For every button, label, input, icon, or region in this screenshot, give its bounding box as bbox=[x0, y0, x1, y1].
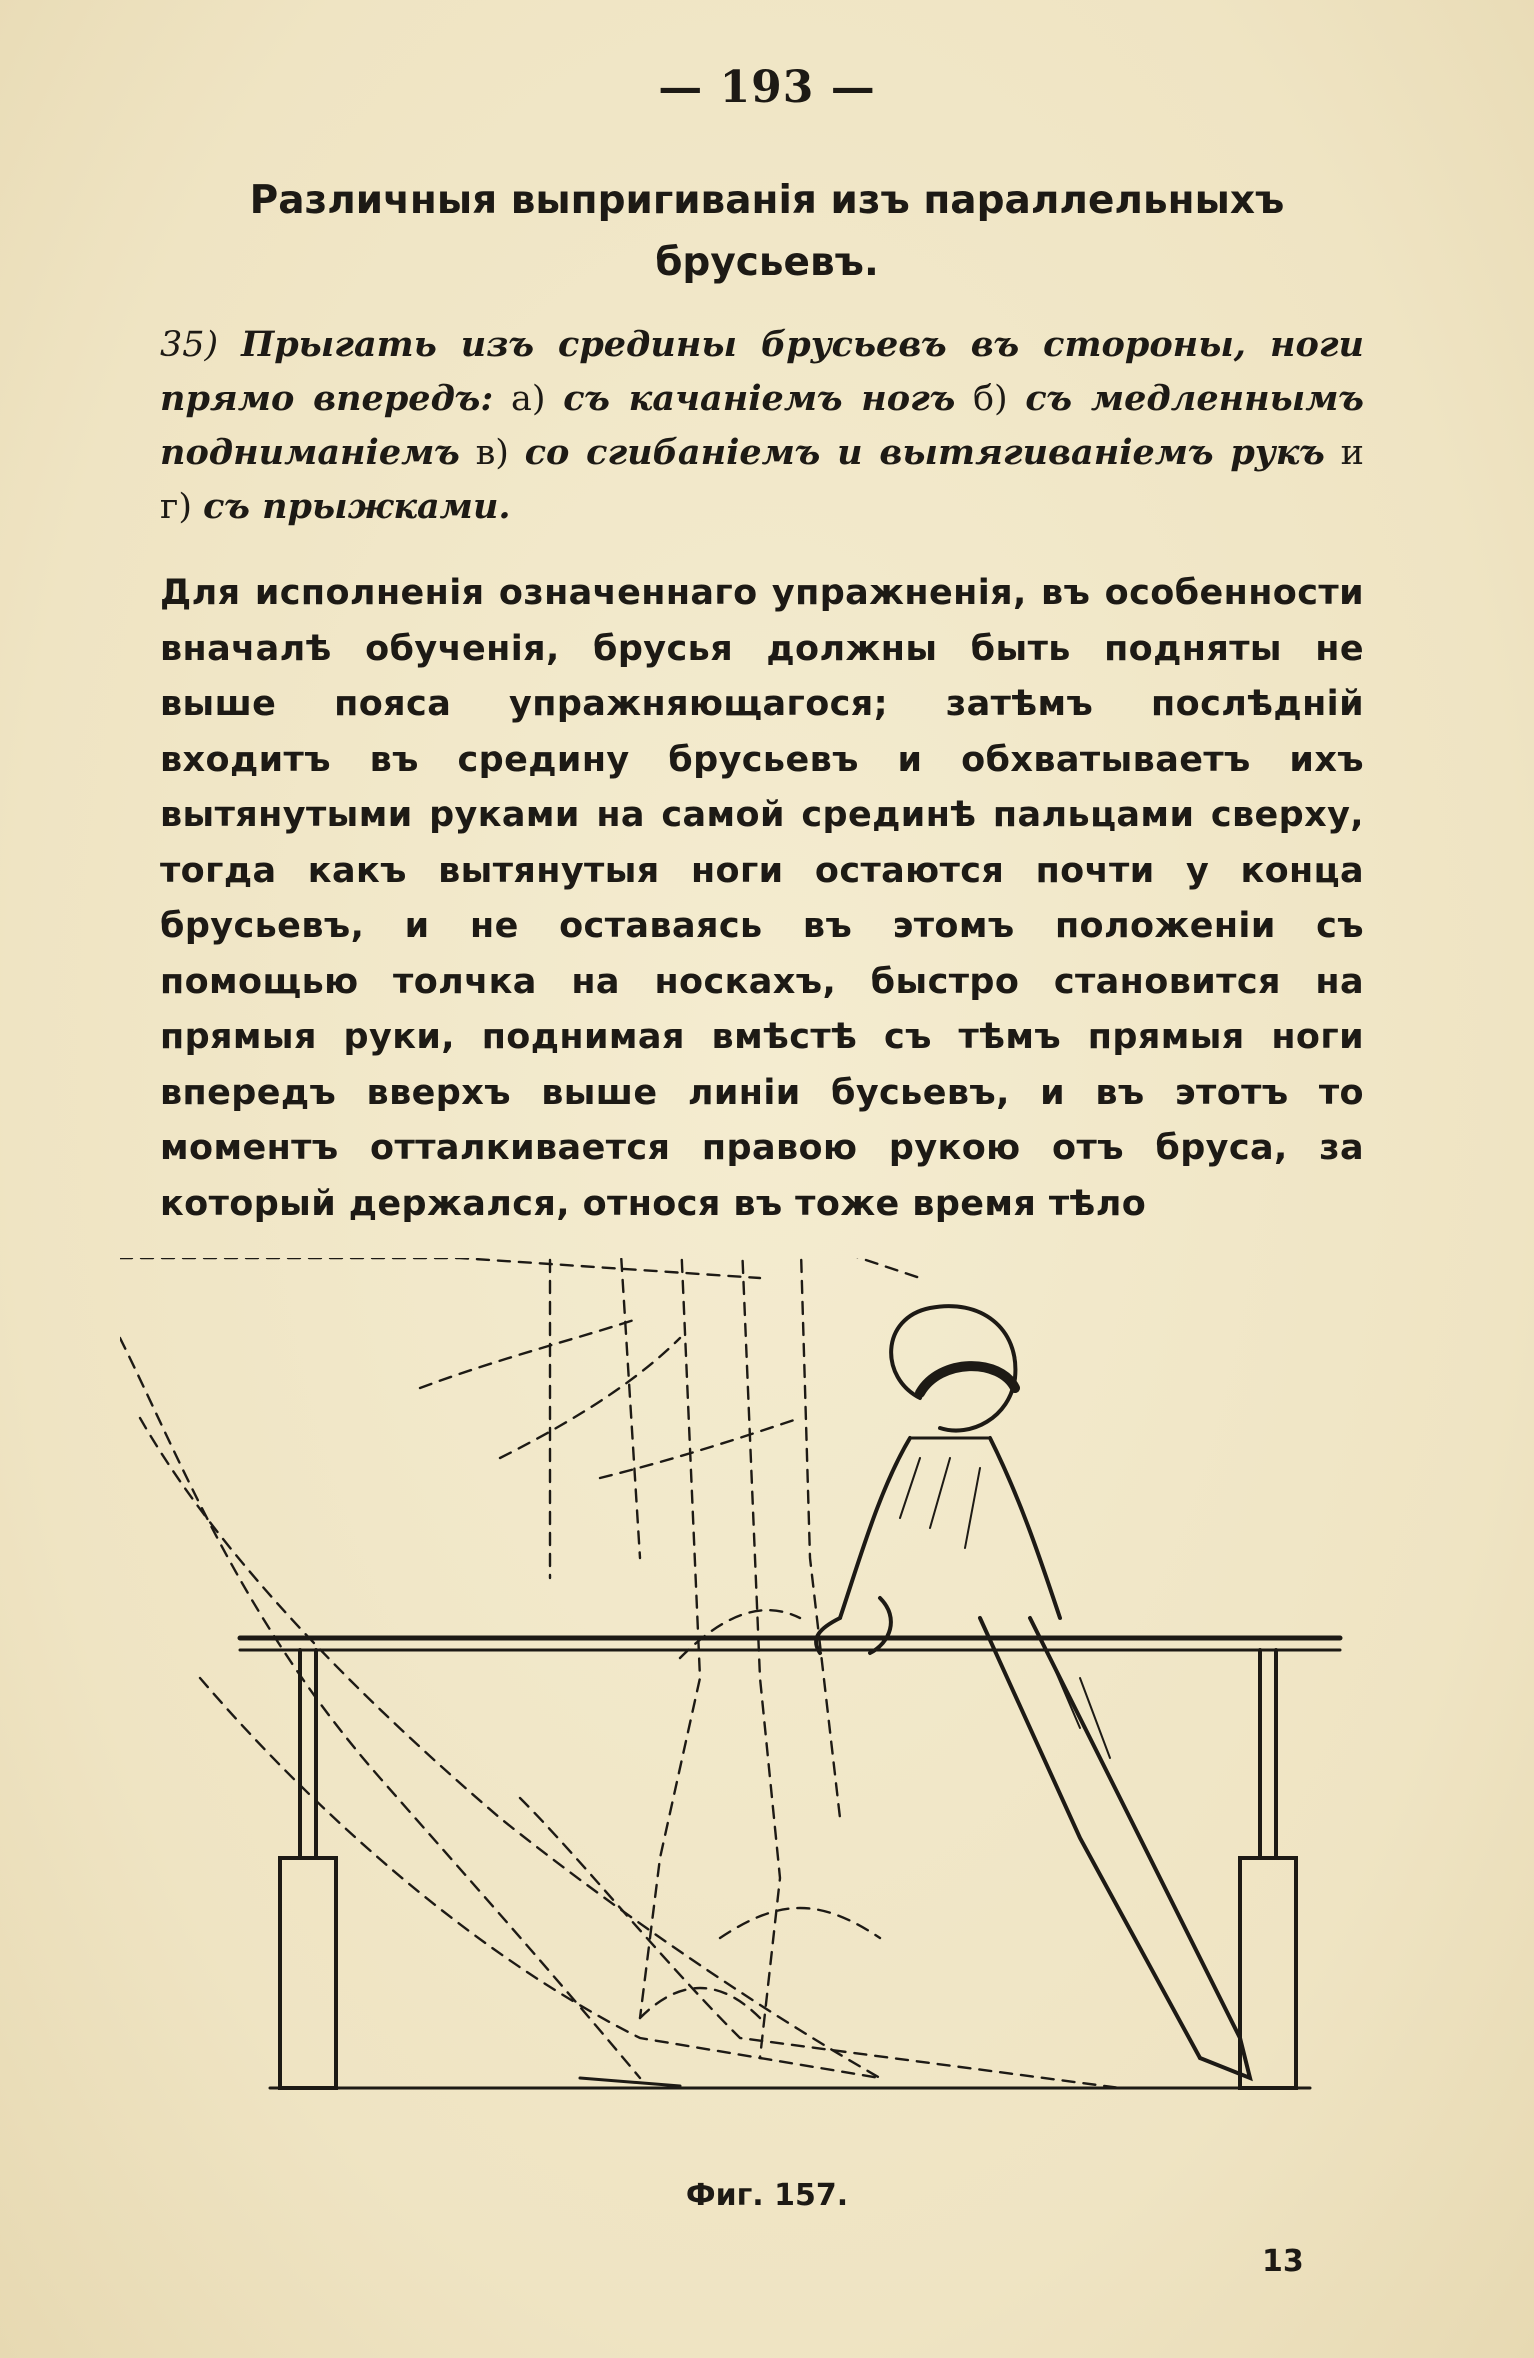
exercise-lead: Прыгать изъ средины брусьевъ въ стороны, ноги прямо впередъ: bbox=[160, 324, 1364, 419]
motion-traces bbox=[120, 1258, 1120, 2088]
left-post-base bbox=[280, 1858, 336, 2088]
right-post-base bbox=[1240, 1858, 1296, 2088]
exercise-c-mark: в) bbox=[475, 433, 509, 473]
exercise-b-text: съ медленнымъ подниманіемъ bbox=[160, 378, 1364, 473]
paragraph-text: Для исполненія означеннаго упражненія, въ особенности вначалѣ обученія, брусья должны быть подняты не выше пояса упражняющагося; затѣмъ послѣдній входитъ въ средину брусьевъ и обхватываетъ ихъ вытянутыми руками на самой срединѣ пальцами сверху, тогда какъ вытянутыя ноги остаются почти у конца брусьевъ, и не оставаясь въ этомъ положеніи съ помощью толчка на носкахъ, быстро становится на прямыя руки, поднимая вмѣстѣ съ тѣмъ прямыя ноги впередъ вверхъ выше линіи бусьевъ, и въ этотъ то моментъ отталкивается правою рукою отъ бруса, за который держался, относя въ тоже время тѣло bbox=[160, 573, 1364, 1224]
page-number: — 193 — bbox=[658, 62, 876, 113]
exercise-d-text: съ прыжками. bbox=[203, 486, 511, 527]
exercise-a-text: съ качаніемъ ногъ bbox=[563, 378, 956, 419]
body-paragraph bbox=[160, 566, 1364, 1232]
figure-illustration bbox=[120, 1258, 1360, 2138]
sheet-number: 13 bbox=[1262, 2244, 1304, 2279]
exercise-b-mark: б) bbox=[972, 379, 1008, 419]
exercise-35 bbox=[160, 318, 1364, 534]
figure-caption: Фиг. 157. bbox=[685, 2178, 849, 2213]
gymnast-figure bbox=[816, 1306, 1250, 2078]
section-heading: Различныя выпригиванія изъ параллельныхъ брусьевъ. bbox=[249, 178, 1285, 285]
exercise-c-text: со сгибаніемъ и вытягиваніемъ рукъ bbox=[524, 432, 1325, 473]
exercise-d-mark: и г) bbox=[160, 433, 1364, 527]
exercise-number: 35) bbox=[160, 325, 219, 365]
exercise-a-mark: а) bbox=[510, 379, 546, 419]
